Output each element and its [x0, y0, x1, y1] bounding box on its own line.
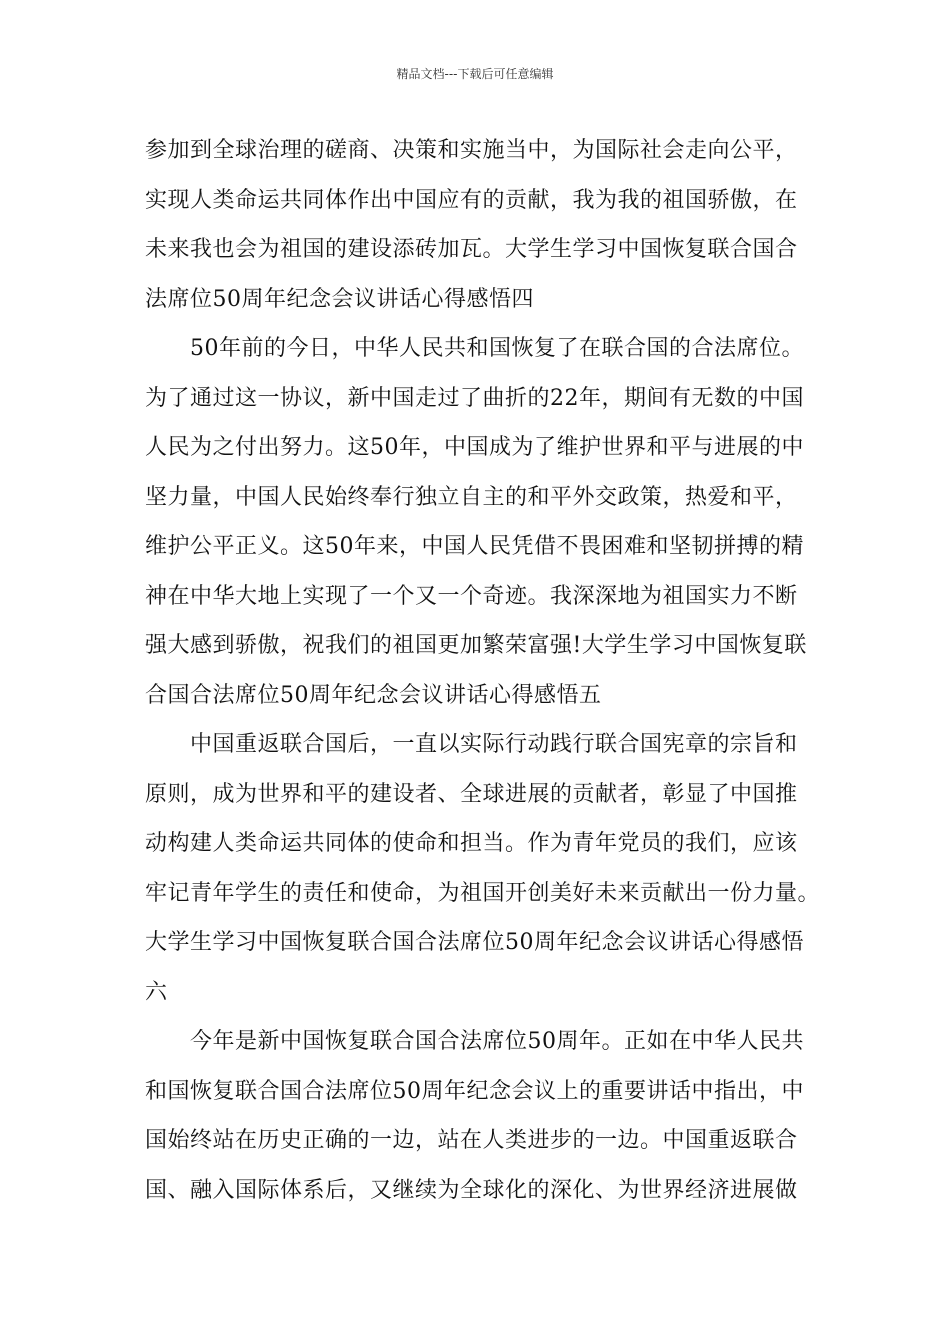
text-line: 强大感到骄傲，祝我们的祖国更加繁荣富强!大学生学习中国恢复联: [145, 633, 807, 658]
document-body: [145, 126, 825, 1215]
text-line: 原则，成为世界和平的建设者、全球进展的贡献者，彰显了中国推: [145, 781, 798, 807]
text-line: 坚力量，中国人民始终奉行独立自主的和平外交政策，热爱和平，: [145, 484, 798, 510]
text-line: 人民为之付出努力。这50年，中国成为了维护世界和平与进展的中: [145, 435, 804, 460]
text-line: 为了通过这一协议，新中国走过了曲折的22年，期间有无数的中国: [145, 385, 804, 411]
text-line: 实现人类命运共同体作出中国应有的贡献，我为我的祖国骄傲，在: [145, 187, 798, 213]
text-line: 国、融入国际体系后，又继续为全球化的深化、为世界经济进展做: [145, 1177, 798, 1203]
text-line: 六: [145, 979, 168, 1005]
text-line: 合国合法席位50周年纪念会议讲话心得感悟五: [145, 682, 602, 708]
text-line: 动构建人类命运共同体的使命和担当。作为青年党员的我们，应该: [145, 831, 798, 856]
text-line: 国始终站在历史正确的一边，站在人类进步的一边。中国重返联合: [145, 1128, 798, 1153]
text-line: 法席位50周年纪念会议讲话心得感悟四: [145, 286, 534, 312]
text-line: 参加到全球治理的磋商、决策和实施当中，为国际社会走向公平，: [145, 138, 798, 163]
page-header: 精品文档---下载后可任意编辑: [396, 67, 554, 81]
paragraph-start-line: 今年是新中国恢复联合国合法席位50周年。正如在中华人民共: [190, 1029, 804, 1054]
paragraph-start-line: 50年前的今日，中华人民共和国恢复了在联合国的合法席位。: [190, 336, 804, 361]
text-line: 大学生学习中国恢复联合国合法席位50周年纪念会议讲话心得感悟: [145, 930, 804, 955]
text-line: 维护公平正义。这50年来，中国人民凭借不畏困难和坚韧拼搏的精: [145, 534, 804, 559]
text-line: 和国恢复联合国合法席位50周年纪念会议上的重要讲话中指出，中: [145, 1078, 804, 1104]
text-line: 牢记青年学生的责任和使命，为祖国开创美好未来贡献出一份力量。: [145, 880, 821, 906]
paragraph-start-line: 中国重返联合国后，一直以实际行动践行联合国宪章的宗旨和: [190, 732, 798, 757]
text-line: 未来我也会为祖国的建设添砖加瓦。大学生学习中国恢复联合国合: [145, 237, 798, 262]
text-line: 神在中华大地上实现了一个又一个奇迹。我深深地为祖国实力不断: [145, 583, 798, 609]
